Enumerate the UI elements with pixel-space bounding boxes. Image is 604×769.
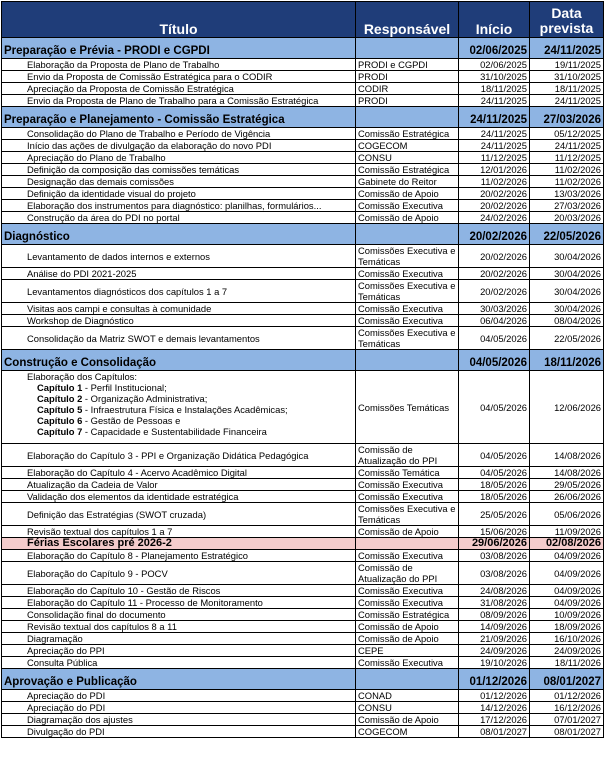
table-row — [2, 95, 604, 107]
task-start-date: 01/12/2026 — [459, 690, 530, 702]
task-responsavel: Comissão de Apoio — [356, 714, 459, 726]
task-start-date: 17/12/2026 — [459, 714, 530, 726]
task-title: Envio da Proposta de Comissão Estratégica para o CODIR — [2, 71, 356, 83]
task-end-date: 10/09/2026 — [530, 609, 604, 621]
table-row — [2, 503, 604, 526]
task-end-date: 11/09/2026 — [530, 526, 604, 538]
task-start-date: 03/08/2026 — [459, 550, 530, 562]
table-row — [2, 444, 604, 467]
task-responsavel: Comissão Executiva — [356, 550, 459, 562]
task-responsavel: Comissão Executiva — [356, 657, 459, 669]
task-title: Início das ações de divulgação da elaboração do novo PDI — [2, 140, 356, 152]
table-row — [2, 164, 604, 176]
task-responsavel: Comissões Executiva e Temáticas — [356, 280, 459, 303]
table-row — [2, 609, 604, 621]
task-responsavel: Comissão Executiva — [356, 200, 459, 212]
task-responsavel: Comissões Temáticas — [356, 371, 459, 444]
task-start-date: 24/11/2025 — [459, 128, 530, 140]
task-responsavel: Comissão Estratégica — [356, 128, 459, 140]
task-title: Consolidação do Plano de Trabalho e Período de Vigência — [2, 128, 356, 140]
task-responsavel: COGECOM — [356, 726, 459, 738]
task-end-date: 14/08/2026 — [530, 467, 604, 479]
vacation-row — [2, 538, 604, 550]
task-end-date: 24/11/2025 — [530, 140, 604, 152]
task-end-date: 31/10/2025 — [530, 71, 604, 83]
task-start-date: 08/01/2027 — [459, 726, 530, 738]
section-title: Preparação e Planejamento - Comissão Estratégica — [2, 107, 356, 128]
task-title: Visitas aos campi e consultas à comunidade — [2, 303, 356, 315]
table-row — [2, 303, 604, 315]
task-title: Apreciação do Plano de Trabalho — [2, 152, 356, 164]
task-title: Envio da Proposta de Plano de Trabalho para a Comissão Estratégica — [2, 95, 356, 107]
table-row — [2, 690, 604, 702]
task-end-date: 11/02/2026 — [530, 164, 604, 176]
chapter-item: Capítulo 7 - Capacidade e Sustentabilidade Financeira — [37, 426, 267, 437]
task-responsavel: Comissões Executiva e Temáticas — [356, 327, 459, 350]
table-row — [2, 585, 604, 597]
task-responsavel: Comissão Estratégica — [356, 609, 459, 621]
chapter-item: Capítulo 1 - Perfil Institucional; — [37, 382, 167, 393]
task-start-date: 20/02/2026 — [459, 280, 530, 303]
task-start-date: 25/05/2026 — [459, 503, 530, 526]
section-start-date: 24/11/2025 — [459, 107, 530, 128]
table-row — [2, 479, 604, 491]
task-title: Revisão textual dos capítulos 1 a 7 — [2, 526, 356, 538]
section-header-row — [2, 38, 604, 59]
header-data-prevista: Data prevista — [530, 2, 604, 38]
task-start-date: 20/02/2026 — [459, 188, 530, 200]
header-responsavel: Responsável — [356, 2, 459, 38]
task-title: Diagramação — [2, 633, 356, 645]
task-start-date: 03/08/2026 — [459, 562, 530, 585]
header-row — [2, 2, 604, 38]
task-responsavel: CONSU — [356, 702, 459, 714]
task-end-date: 18/11/2026 — [530, 657, 604, 669]
section-header-row — [2, 350, 604, 371]
task-end-date: 18/11/2025 — [530, 83, 604, 95]
task-start-date: 21/09/2026 — [459, 633, 530, 645]
table-row — [2, 200, 604, 212]
task-title: Apreciação do PDI — [2, 690, 356, 702]
task-end-date: 11/02/2026 — [530, 176, 604, 188]
table-row — [2, 633, 604, 645]
task-start-date: 24/08/2026 — [459, 585, 530, 597]
table-row — [2, 526, 604, 538]
task-end-date: 30/04/2026 — [530, 268, 604, 280]
task-end-date: 08/04/2026 — [530, 315, 604, 327]
task-start-date: 04/05/2026 — [459, 371, 530, 444]
section-start-date: 04/05/2026 — [459, 350, 530, 371]
task-start-date: 20/02/2026 — [459, 200, 530, 212]
task-start-date: 06/04/2026 — [459, 315, 530, 327]
task-start-date: 24/09/2026 — [459, 645, 530, 657]
task-start-date: 08/09/2026 — [459, 609, 530, 621]
task-responsavel: CODIR — [356, 83, 459, 95]
task-responsavel: Comissão de Apoio — [356, 621, 459, 633]
task-start-date: 15/06/2026 — [459, 526, 530, 538]
task-title: Levantamentos diagnósticos dos capítulos 1 a 7 — [2, 280, 356, 303]
task-end-date: 04/09/2026 — [530, 597, 604, 609]
chapter-item: Capítulo 6 - Gestão de Pessoas e — [37, 415, 181, 426]
task-start-date: 18/05/2026 — [459, 479, 530, 491]
header-inicio: Início — [459, 2, 530, 38]
task-responsavel: Comissões Executiva e Temáticas — [356, 503, 459, 526]
section-end-date: 22/05/2026 — [530, 224, 604, 245]
section-header-row — [2, 669, 604, 690]
task-start-date: 12/01/2026 — [459, 164, 530, 176]
task-title: Construção da área do PDI no portal — [2, 212, 356, 224]
task-title: Elaboração do Capítulo 11 - Processo de Monitoramento — [2, 597, 356, 609]
task-start-date: 14/09/2026 — [459, 621, 530, 633]
section-header-row — [2, 224, 604, 245]
task-end-date: 04/09/2026 — [530, 550, 604, 562]
task-responsavel: Comissão de Apoio — [356, 212, 459, 224]
task-end-date: 19/11/2025 — [530, 59, 604, 71]
task-title: Definição da identidade visual do projeto — [2, 188, 356, 200]
task-start-date: 04/05/2026 — [459, 444, 530, 467]
task-start-date: 24/11/2025 — [459, 95, 530, 107]
task-responsavel: Comissão Temática — [356, 467, 459, 479]
task-responsavel: Comissão Estratégica — [356, 164, 459, 176]
task-title: Consolidação da Matriz SWOT e demais levantamentos — [2, 327, 356, 350]
task-end-date: 11/12/2025 — [530, 152, 604, 164]
task-responsavel: Comissão Executiva — [356, 315, 459, 327]
task-title: Atualização da Cadeia de Valor — [2, 479, 356, 491]
task-responsavel: Comissão Executiva — [356, 585, 459, 597]
task-responsavel: Comissão de Apoio — [356, 188, 459, 200]
task-start-date: 11/02/2026 — [459, 176, 530, 188]
task-responsavel: Comissão de Atualização do PPI — [356, 562, 459, 585]
task-start-date: 04/05/2026 — [459, 467, 530, 479]
table-row — [2, 83, 604, 95]
task-end-date: 07/01/2027 — [530, 714, 604, 726]
chapters-list — [2, 371, 356, 444]
task-title: Apreciação da Proposta de Comissão Estratégica — [2, 83, 356, 95]
table-row — [2, 645, 604, 657]
task-start-date: 24/11/2025 — [459, 140, 530, 152]
table-row — [2, 268, 604, 280]
table-row — [2, 245, 604, 268]
task-responsavel: Comissão Executiva — [356, 303, 459, 315]
table-row — [2, 128, 604, 140]
table-row — [2, 176, 604, 188]
task-title: Revisão textual dos capítulos 8 a 11 — [2, 621, 356, 633]
vacation-title: Férias Escolares pré 2026-2 — [2, 538, 356, 550]
table-row — [2, 71, 604, 83]
task-responsavel: PRODI e CGPDI — [356, 59, 459, 71]
task-responsavel: Gabinete do Reitor — [356, 176, 459, 188]
table-row — [2, 550, 604, 562]
task-title: Consolidação final do documento — [2, 609, 356, 621]
task-title: Divulgação do PDI — [2, 726, 356, 738]
task-responsavel: Comissão Executiva — [356, 491, 459, 503]
task-end-date: 13/03/2026 — [530, 188, 604, 200]
task-responsavel: CEPE — [356, 645, 459, 657]
task-end-date: 30/04/2026 — [530, 280, 604, 303]
task-start-date: 14/12/2026 — [459, 702, 530, 714]
task-start-date: 20/02/2026 — [459, 245, 530, 268]
vacation-start-date: 29/06/2026 — [459, 538, 530, 550]
table-row — [2, 188, 604, 200]
task-end-date: 27/03/2026 — [530, 200, 604, 212]
table-row — [2, 327, 604, 350]
task-end-date: 05/06/2026 — [530, 503, 604, 526]
task-end-date: 12/06/2026 — [530, 371, 604, 444]
section-end-date: 24/11/2025 — [530, 38, 604, 59]
task-end-date: 16/12/2026 — [530, 702, 604, 714]
task-responsavel: PRODI — [356, 71, 459, 83]
chapters-row — [2, 371, 604, 444]
task-end-date: 16/10/2026 — [530, 633, 604, 645]
section-header-row — [2, 107, 604, 128]
section-end-date: 08/01/2027 — [530, 669, 604, 690]
task-title: Designação das demais comissões — [2, 176, 356, 188]
task-title: Definição das Estratégias (SWOT cruzada) — [2, 503, 356, 526]
vacation-end-date: 02/08/2026 — [530, 538, 604, 550]
table-row — [2, 491, 604, 503]
table-row — [2, 59, 604, 71]
section-title: Aprovação e Publicação — [2, 669, 356, 690]
task-responsavel: Comissão Executiva — [356, 479, 459, 491]
task-title: Elaboração do Capítulo 8 - Planejamento Estratégico — [2, 550, 356, 562]
task-end-date: 22/05/2026 — [530, 327, 604, 350]
task-responsavel: CONSU — [356, 152, 459, 164]
task-title: Diagramação dos ajustes — [2, 714, 356, 726]
section-start-date: 02/06/2025 — [459, 38, 530, 59]
table-row — [2, 140, 604, 152]
task-end-date: 04/09/2026 — [530, 562, 604, 585]
chapters-intro: Elaboração dos Capítulos: — [27, 371, 137, 382]
task-start-date: 31/08/2026 — [459, 597, 530, 609]
task-title: Validação dos elementos da identidade estratégica — [2, 491, 356, 503]
task-responsavel: Comissão Executiva — [356, 597, 459, 609]
table-row — [2, 315, 604, 327]
chapter-item: Capítulo 2 - Organização Administrativa; — [37, 393, 208, 404]
task-title: Elaboração do Capítulo 9 - POCV — [2, 562, 356, 585]
table-row — [2, 467, 604, 479]
chapter-item: Capítulo 5 - Infraestrutura Física e Instalações Acadêmicas; — [37, 404, 288, 415]
task-title: Elaboração do Capítulo 10 - Gestão de Riscos — [2, 585, 356, 597]
vacation-responsavel — [356, 538, 459, 550]
schedule-table — [1, 1, 604, 738]
table-row — [2, 152, 604, 164]
task-responsavel: PRODI — [356, 95, 459, 107]
task-title: Elaboração da Proposta de Plano de Trabalho — [2, 59, 356, 71]
task-responsavel: COGECOM — [356, 140, 459, 152]
task-title: Definição da composição das comissões temáticas — [2, 164, 356, 176]
task-start-date: 02/06/2025 — [459, 59, 530, 71]
task-title: Elaboração do Capítulo 4 - Acervo Acadêmico Digital — [2, 467, 356, 479]
task-end-date: 30/04/2026 — [530, 245, 604, 268]
task-end-date: 24/09/2026 — [530, 645, 604, 657]
task-title: Elaboração do Capítulo 3 - PPI e Organização Didática Pedagógica — [2, 444, 356, 467]
section-end-date: 27/03/2026 — [530, 107, 604, 128]
task-end-date: 14/08/2026 — [530, 444, 604, 467]
task-end-date: 04/09/2026 — [530, 585, 604, 597]
table-row — [2, 280, 604, 303]
task-end-date: 08/01/2027 — [530, 726, 604, 738]
task-start-date: 18/05/2026 — [459, 491, 530, 503]
task-end-date: 05/12/2025 — [530, 128, 604, 140]
task-start-date: 04/05/2026 — [459, 327, 530, 350]
task-start-date: 11/12/2025 — [459, 152, 530, 164]
task-title: Apreciação do PDI — [2, 702, 356, 714]
section-responsavel — [356, 38, 459, 59]
section-responsavel — [356, 350, 459, 371]
task-title: Levantamento de dados internos e externos — [2, 245, 356, 268]
task-end-date: 24/11/2025 — [530, 95, 604, 107]
section-title: Construção e Consolidação — [2, 350, 356, 371]
task-start-date: 19/10/2026 — [459, 657, 530, 669]
task-end-date: 18/09/2026 — [530, 621, 604, 633]
task-start-date: 18/11/2025 — [459, 83, 530, 95]
section-title: Preparação e Prévia - PRODI e CGPDI — [2, 38, 356, 59]
task-start-date: 31/10/2025 — [459, 71, 530, 83]
task-title: Workshop de Diagnóstico — [2, 315, 356, 327]
task-responsavel: Comissão de Apoio — [356, 526, 459, 538]
task-title: Elaboração dos instrumentos para diagnóstico: planilhas, formulários... — [2, 200, 356, 212]
task-end-date: 30/04/2026 — [530, 303, 604, 315]
table-row — [2, 621, 604, 633]
table-row — [2, 657, 604, 669]
task-responsavel: Comissão de Atualização do PPI — [356, 444, 459, 467]
section-start-date: 20/02/2026 — [459, 224, 530, 245]
task-end-date: 01/12/2026 — [530, 690, 604, 702]
task-end-date: 26/06/2026 — [530, 491, 604, 503]
task-responsavel: Comissões Executiva e Temáticas — [356, 245, 459, 268]
task-title: Consulta Pública — [2, 657, 356, 669]
task-end-date: 20/03/2026 — [530, 212, 604, 224]
task-end-date: 29/05/2026 — [530, 479, 604, 491]
task-responsavel: Comissão de Apoio — [356, 633, 459, 645]
section-title: Diagnóstico — [2, 224, 356, 245]
table-row — [2, 212, 604, 224]
task-title: Apreciação do PPI — [2, 645, 356, 657]
section-responsavel — [356, 224, 459, 245]
section-start-date: 01/12/2026 — [459, 669, 530, 690]
table-row — [2, 702, 604, 714]
section-end-date: 18/11/2026 — [530, 350, 604, 371]
table-row — [2, 562, 604, 585]
task-title: Análise do PDI 2021-2025 — [2, 268, 356, 280]
table-row — [2, 597, 604, 609]
task-responsavel: Comissão Executiva — [356, 268, 459, 280]
table-row — [2, 726, 604, 738]
schedule-body — [2, 38, 604, 738]
section-responsavel — [356, 669, 459, 690]
header-titulo: Título — [2, 2, 356, 38]
task-responsavel: CONAD — [356, 690, 459, 702]
section-responsavel — [356, 107, 459, 128]
task-start-date: 30/03/2026 — [459, 303, 530, 315]
table-row — [2, 714, 604, 726]
task-start-date: 20/02/2026 — [459, 268, 530, 280]
task-start-date: 24/02/2026 — [459, 212, 530, 224]
